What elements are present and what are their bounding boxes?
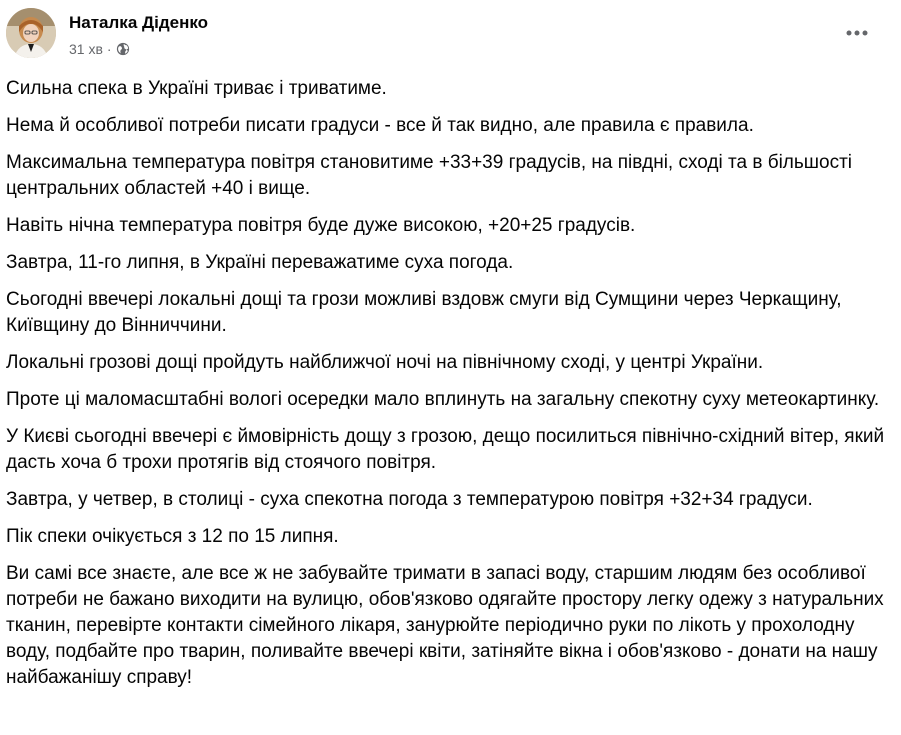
- post-paragraph: У Києві сьогодні ввечері є ймовірність дощу з грозою, дещо посилиться північно-східний вітер, який дасть хоча б трохи протягів від стоячого повітря.: [6, 426, 885, 473]
- avatar-photo-icon: [6, 8, 56, 58]
- post-paragraph: Пік спеки очікується з 12 по 15 липня.: [6, 526, 339, 547]
- avatar[interactable]: [6, 8, 56, 58]
- author-name[interactable]: Наталка Діденко: [69, 13, 209, 32]
- post-paragraph: Проте ці маломасштабні вологі осередки мало вплинуть на загальну спекотну суху метеокартинку.: [6, 389, 880, 410]
- more-options-button[interactable]: [839, 20, 875, 46]
- more-dots-icon: [846, 30, 868, 36]
- post-header: [6, 8, 895, 64]
- post-paragraph: Ви самі все знаєте, але все ж не забувайте тримати в запасі воду, старшим людям без особливої потреби не бажано виходити на вулицю, обов'язково одягайте простору легку одежу з натуральних тканин, перевірте контакти сімейного лікаря, занурюйте періодично руки по лікоть у прохолодну воду, подбайте про тварин, поливайте ввечері квіти, затіняйте вікна і обов'язково - донати на нашу найбажанішу справу!: [6, 563, 884, 688]
- post-paragraph: Сьогодні ввечері локальні дощі та грози можливі вздовж смуги від Сумщини через Черкащину, Київщину до Вінниччини.: [6, 289, 842, 336]
- post-subline: [69, 40, 208, 58]
- post-paragraph: Локальні грозові дощі пройдуть найближчої ночі на північному сході, у центрі України.: [6, 352, 764, 373]
- post-paragraph: Нема й особливої потреби писати градуси - все й так видно, але правила є правила.: [6, 115, 754, 136]
- post-timestamp[interactable]: 31 хв: [69, 41, 103, 57]
- post-body: [6, 76, 886, 702]
- post-paragraph: Завтра, 11-го липня, в Україні переважатиме суха погода.: [6, 252, 514, 273]
- post-paragraph: Максимальна температура повітря становитиме +33+39 градусів, на півдні, сході та в більшості центральних областей +40 і вище.: [6, 152, 853, 199]
- post-paragraph: Завтра, у четвер, в столиці - суха спекотна погода з температурою повітря +32+34 градуси.: [6, 489, 813, 510]
- separator-dot: ·: [106, 41, 112, 57]
- post-paragraph: Сильна спека в Україні триває і триватиме.: [6, 78, 387, 99]
- post-paragraph: Навіть нічна температура повітря буде дуже високою, +20+25 градусів.: [6, 215, 636, 236]
- globe-icon[interactable]: [116, 42, 130, 56]
- post-meta: [69, 8, 208, 58]
